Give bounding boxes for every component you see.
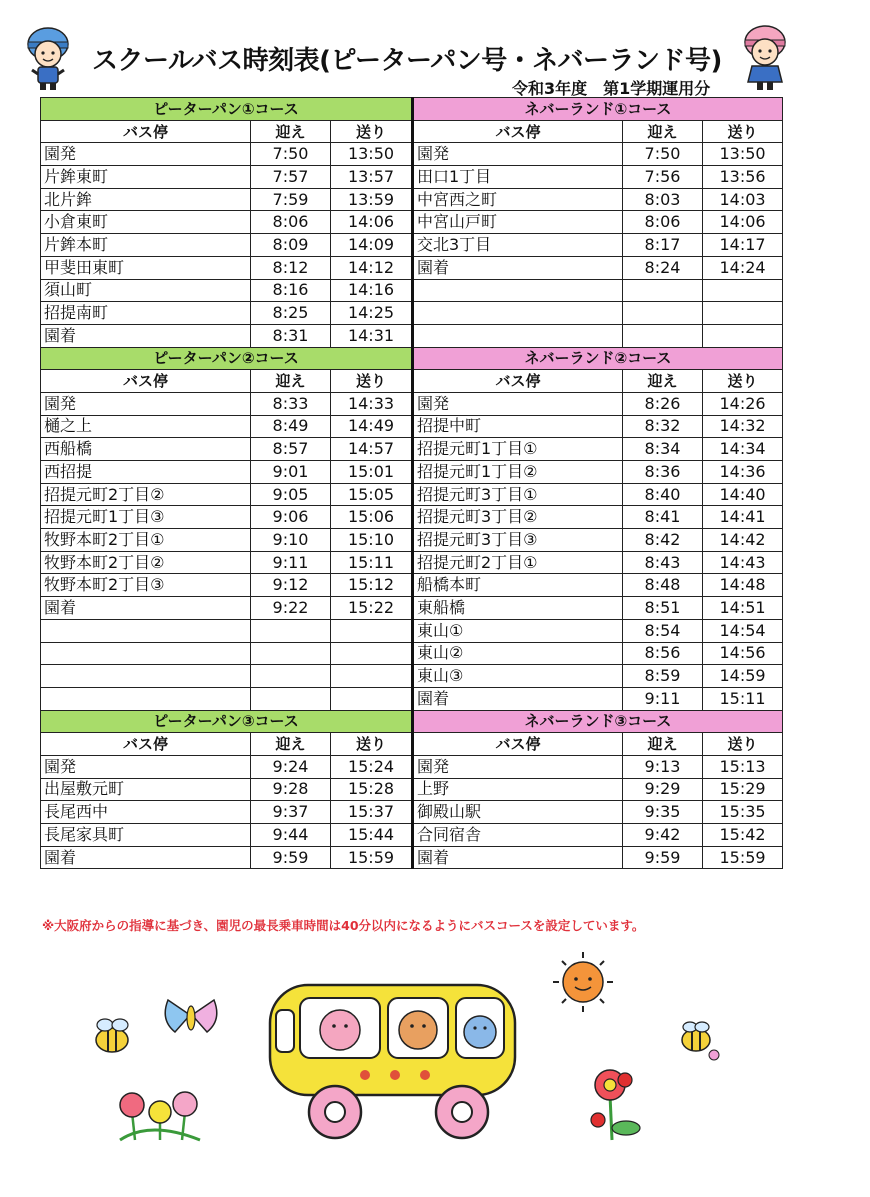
stop-name: 園着	[41, 846, 251, 869]
dropoff-time	[703, 279, 783, 302]
pickup-time: 9:59	[623, 846, 703, 869]
pickup-time: 7:59	[251, 188, 331, 211]
dropoff-time	[331, 665, 413, 688]
dropoff-time: 14:12	[331, 256, 413, 279]
course-name-left: ピーターパン①コース	[41, 98, 413, 121]
dropoff-time: 14:25	[331, 302, 413, 325]
pickup-time: 8:41	[623, 506, 703, 529]
dropoff-time: 14:54	[703, 619, 783, 642]
dropoff-time: 14:26	[703, 392, 783, 415]
pickup-time: 9:42	[623, 824, 703, 847]
pickup-time: 9:44	[251, 824, 331, 847]
column-header-row	[41, 120, 783, 143]
pickup-time: 7:50	[251, 143, 331, 166]
table-row	[41, 619, 783, 642]
table-row	[41, 529, 783, 552]
stop-name: 東山③	[413, 665, 623, 688]
pickup-time: 8:09	[251, 234, 331, 257]
pickup-time	[251, 687, 331, 710]
pickup-time: 8:31	[251, 324, 331, 347]
pickup-column-header: 迎え	[623, 733, 703, 756]
dropoff-time: 14:24	[703, 256, 783, 279]
timetable	[40, 97, 783, 869]
stop-name: 招提南町	[41, 302, 251, 325]
stop-name: 招提元町1丁目③	[41, 506, 251, 529]
pickup-time: 9:11	[251, 551, 331, 574]
dropoff-time: 15:11	[331, 551, 413, 574]
course-name-right: ネバーランド①コース	[413, 98, 783, 121]
stop-name: 田口1丁目	[413, 166, 623, 189]
dropoff-time: 14:34	[703, 438, 783, 461]
dropoff-time: 15:29	[703, 778, 783, 801]
pickup-time: 9:28	[251, 778, 331, 801]
stop-name	[41, 665, 251, 688]
dropoff-time	[331, 619, 413, 642]
stop-name: 園発	[413, 755, 623, 778]
dropoff-time: 14:56	[703, 642, 783, 665]
table-row	[41, 324, 783, 347]
dropoff-time: 14:51	[703, 597, 783, 620]
table-row	[41, 778, 783, 801]
stop-name: 招提元町3丁目③	[413, 529, 623, 552]
dropoff-time: 13:56	[703, 166, 783, 189]
course-header-row	[41, 347, 783, 370]
pickup-time: 7:50	[623, 143, 703, 166]
dropoff-time: 14:49	[331, 415, 413, 438]
stop-name	[41, 687, 251, 710]
stop-column-header: バス停	[41, 120, 251, 143]
dropoff-time: 14:33	[331, 392, 413, 415]
pickup-time: 9:13	[623, 755, 703, 778]
dropoff-column-header: 送り	[703, 733, 783, 756]
stop-name: 招提元町2丁目②	[41, 483, 251, 506]
pickup-column-header: 迎え	[623, 370, 703, 393]
stop-name: 長尾家具町	[41, 824, 251, 847]
dropoff-time: 14:31	[331, 324, 413, 347]
stop-name: 園発	[413, 392, 623, 415]
dropoff-time: 15:59	[703, 846, 783, 869]
table-row	[41, 415, 783, 438]
table-row	[41, 755, 783, 778]
stop-name: 園発	[41, 392, 251, 415]
table-row	[41, 392, 783, 415]
pickup-time: 8:40	[623, 483, 703, 506]
stop-name: 園着	[413, 846, 623, 869]
dropoff-time: 14:03	[703, 188, 783, 211]
course-name-left: ピーターパン②コース	[41, 347, 413, 370]
stop-name: 招提元町1丁目②	[413, 461, 623, 484]
pickup-time: 8:34	[623, 438, 703, 461]
dropoff-time: 13:59	[331, 188, 413, 211]
stop-column-header: バス停	[413, 120, 623, 143]
stop-name: 船橋本町	[413, 574, 623, 597]
pickup-time	[623, 279, 703, 302]
course-name-right: ネバーランド③コース	[413, 710, 783, 733]
stop-name: 北片鉾	[41, 188, 251, 211]
stop-name: 西船橋	[41, 438, 251, 461]
dropoff-time: 14:32	[703, 415, 783, 438]
table-row	[41, 597, 783, 620]
dropoff-time	[703, 302, 783, 325]
page-title: スクールバス時刻表(ピーターパン号・ネバーランド号)	[92, 46, 722, 76]
pickup-column-header: 迎え	[623, 120, 703, 143]
pickup-time: 8:57	[251, 438, 331, 461]
pickup-time: 9:10	[251, 529, 331, 552]
dropoff-time: 15:24	[331, 755, 413, 778]
pickup-time: 8:43	[623, 551, 703, 574]
pickup-time: 8:59	[623, 665, 703, 688]
bus-illustration	[270, 985, 515, 1138]
course-header-row	[41, 710, 783, 733]
stop-name: 合同宿舎	[413, 824, 623, 847]
column-header-row	[41, 733, 783, 756]
stop-name: 園着	[41, 597, 251, 620]
dropoff-time: 14:06	[703, 211, 783, 234]
dropoff-time: 15:28	[331, 778, 413, 801]
stop-name: 牧野本町2丁目②	[41, 551, 251, 574]
dropoff-time: 14:59	[703, 665, 783, 688]
table-row	[41, 801, 783, 824]
table-row	[41, 279, 783, 302]
pickup-time: 8:51	[623, 597, 703, 620]
pickup-time: 8:24	[623, 256, 703, 279]
course-header-row	[41, 98, 783, 121]
dropoff-time: 15:01	[331, 461, 413, 484]
stop-name	[41, 642, 251, 665]
butterfly-illustration	[165, 1000, 217, 1032]
stop-name: 片鉾東町	[41, 166, 251, 189]
stop-name: 長尾西中	[41, 801, 251, 824]
pickup-time: 9:37	[251, 801, 331, 824]
table-row	[41, 506, 783, 529]
table-row	[41, 188, 783, 211]
dropoff-time: 15:59	[331, 846, 413, 869]
table-row	[41, 461, 783, 484]
stop-name: 須山町	[41, 279, 251, 302]
column-header-row	[41, 370, 783, 393]
dropoff-time	[331, 687, 413, 710]
pickup-time: 8:49	[251, 415, 331, 438]
dropoff-column-header: 送り	[703, 120, 783, 143]
dropoff-time: 15:37	[331, 801, 413, 824]
bee-illustration-left	[96, 1019, 128, 1052]
stop-name	[413, 302, 623, 325]
stop-name: 招提元町3丁目①	[413, 483, 623, 506]
dropoff-time: 14:43	[703, 551, 783, 574]
dropoff-time: 15:05	[331, 483, 413, 506]
table-row	[41, 665, 783, 688]
stop-name: 園発	[41, 755, 251, 778]
table-row	[41, 256, 783, 279]
table-row	[41, 687, 783, 710]
dropoff-time	[703, 324, 783, 347]
course-name-left: ピーターパン③コース	[41, 710, 413, 733]
dropoff-time: 14:36	[703, 461, 783, 484]
table-row	[41, 438, 783, 461]
pickup-time: 9:29	[623, 778, 703, 801]
dropoff-time: 15:22	[331, 597, 413, 620]
pickup-time: 8:54	[623, 619, 703, 642]
dropoff-time: 14:48	[703, 574, 783, 597]
dropoff-time: 15:13	[703, 755, 783, 778]
stop-name: 交北3丁目	[413, 234, 623, 257]
stop-name: 園着	[413, 256, 623, 279]
dropoff-time: 15:12	[331, 574, 413, 597]
table-row	[41, 143, 783, 166]
stop-name: 甲斐田東町	[41, 256, 251, 279]
course-name-right: ネバーランド②コース	[413, 347, 783, 370]
pickup-time: 8:33	[251, 392, 331, 415]
stop-name: 招提元町1丁目①	[413, 438, 623, 461]
pickup-time: 8:25	[251, 302, 331, 325]
dropoff-time: 15:06	[331, 506, 413, 529]
stop-name: 牧野本町2丁目①	[41, 529, 251, 552]
dropoff-column-header: 送り	[331, 733, 413, 756]
dropoff-time: 14:09	[331, 234, 413, 257]
table-row	[41, 302, 783, 325]
stop-name: 小倉東町	[41, 211, 251, 234]
stop-name: 招提元町3丁目②	[413, 506, 623, 529]
table-row	[41, 824, 783, 847]
dropoff-time: 15:11	[703, 687, 783, 710]
dropoff-time: 14:17	[703, 234, 783, 257]
stop-name: 東船橋	[413, 597, 623, 620]
table-row	[41, 234, 783, 257]
table-row	[41, 211, 783, 234]
stop-column-header: バス停	[413, 733, 623, 756]
table-row	[41, 846, 783, 869]
dropoff-time: 14:16	[331, 279, 413, 302]
dropoff-column-header: 送り	[331, 370, 413, 393]
dropoff-time: 15:44	[331, 824, 413, 847]
stop-name: 御殿山駅	[413, 801, 623, 824]
dropoff-time: 13:57	[331, 166, 413, 189]
pickup-time: 8:26	[623, 392, 703, 415]
pickup-time: 8:48	[623, 574, 703, 597]
dropoff-time: 14:06	[331, 211, 413, 234]
pickup-time: 8:06	[623, 211, 703, 234]
pickup-time: 7:57	[251, 166, 331, 189]
stop-name: 東山②	[413, 642, 623, 665]
stop-name: 出屋敷元町	[41, 778, 251, 801]
dropoff-time: 14:42	[703, 529, 783, 552]
dropoff-column-header: 送り	[331, 120, 413, 143]
stop-name: 中宮山戸町	[413, 211, 623, 234]
dropoff-time: 15:42	[703, 824, 783, 847]
stop-name: 招提元町2丁目①	[413, 551, 623, 574]
footer-note: ※大阪府からの指導に基づき、園児の最長乗車時間は40分以内になるようにバスコースを設定しています。	[42, 918, 645, 933]
pickup-time: 8:42	[623, 529, 703, 552]
pickup-time: 7:56	[623, 166, 703, 189]
dropoff-time: 14:57	[331, 438, 413, 461]
pickup-time: 9:22	[251, 597, 331, 620]
stop-name	[413, 279, 623, 302]
stop-column-header: バス停	[41, 733, 251, 756]
stop-name: 園発	[41, 143, 251, 166]
stop-name: 中宮西之町	[413, 188, 623, 211]
pickup-time: 9:35	[623, 801, 703, 824]
stop-column-header: バス停	[41, 370, 251, 393]
pickup-time	[251, 619, 331, 642]
pickup-time	[251, 642, 331, 665]
dropoff-column-header: 送り	[703, 370, 783, 393]
stop-name	[413, 324, 623, 347]
pickup-column-header: 迎え	[251, 120, 331, 143]
stop-name: 園着	[41, 324, 251, 347]
pickup-time	[623, 324, 703, 347]
pickup-column-header: 迎え	[251, 733, 331, 756]
flower-ladybug-illustration	[591, 1070, 640, 1140]
dropoff-time: 14:41	[703, 506, 783, 529]
pickup-time: 8:06	[251, 211, 331, 234]
pickup-time: 9:11	[623, 687, 703, 710]
stop-column-header: バス停	[413, 370, 623, 393]
pickup-time: 9:12	[251, 574, 331, 597]
stop-name: 東山①	[413, 619, 623, 642]
pickup-time: 9:06	[251, 506, 331, 529]
table-row	[41, 551, 783, 574]
pickup-time: 8:16	[251, 279, 331, 302]
boy-illustration	[18, 22, 80, 92]
stop-name	[41, 619, 251, 642]
pickup-time: 9:01	[251, 461, 331, 484]
stop-name: 園着	[413, 687, 623, 710]
bee-illustration-right	[682, 1022, 719, 1060]
stop-name: 招提中町	[413, 415, 623, 438]
pickup-column-header: 迎え	[251, 370, 331, 393]
stop-name: 西招提	[41, 461, 251, 484]
pickup-time: 8:56	[623, 642, 703, 665]
pickup-time: 8:12	[251, 256, 331, 279]
dropoff-time	[331, 642, 413, 665]
sun-icon	[553, 952, 613, 1012]
dropoff-time: 15:35	[703, 801, 783, 824]
pickup-time: 8:03	[623, 188, 703, 211]
dropoff-time: 13:50	[331, 143, 413, 166]
pickup-time: 9:24	[251, 755, 331, 778]
pickup-time: 9:59	[251, 846, 331, 869]
pickup-time: 9:05	[251, 483, 331, 506]
stop-name: 上野	[413, 778, 623, 801]
stop-name: 樋之上	[41, 415, 251, 438]
term-label: 令和3年度 第1学期運用分	[512, 79, 711, 98]
dropoff-time: 14:40	[703, 483, 783, 506]
pickup-time: 8:17	[623, 234, 703, 257]
girl-illustration	[734, 20, 796, 92]
stop-name: 牧野本町2丁目③	[41, 574, 251, 597]
stop-name: 片鉾本町	[41, 234, 251, 257]
pickup-time	[251, 665, 331, 688]
pickup-time	[623, 302, 703, 325]
table-row	[41, 642, 783, 665]
dropoff-time: 15:10	[331, 529, 413, 552]
flowers-left-illustration	[120, 1092, 200, 1140]
stop-name: 園発	[413, 143, 623, 166]
table-row	[41, 574, 783, 597]
dropoff-time: 13:50	[703, 143, 783, 166]
pickup-time: 8:32	[623, 415, 703, 438]
table-row	[41, 166, 783, 189]
table-row	[41, 483, 783, 506]
pickup-time: 8:36	[623, 461, 703, 484]
